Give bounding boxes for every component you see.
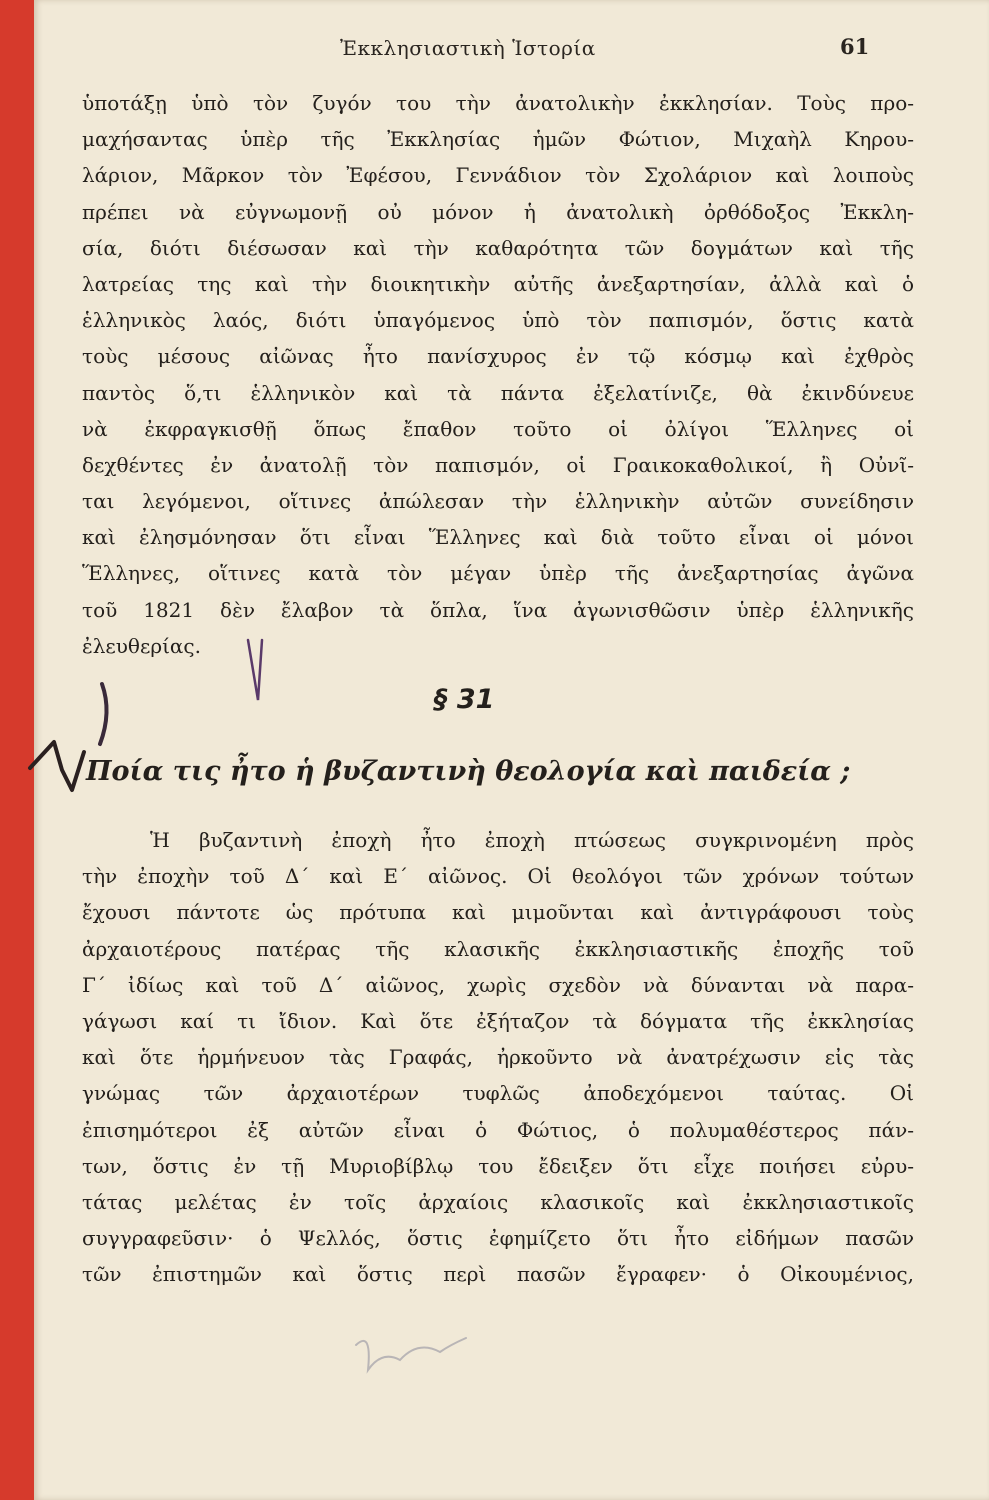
text-line: ὑποτάξῃ ὑπὸ τὸν ζυγόν του τὴν ἀνατολικὴν ἐκκλησίαν. Τοὺς προ- [82,91,914,115]
text-line: ἐπισημότεροι ἐξ αὐτῶν εἶναι ὁ Φώτιος, ὁ πολυμαθέστερος πάν- [82,1117,914,1142]
text-line: γάγωσι καί τι ἴδιον. Καὶ ὅτε ἐξήταζον τὰ δόγματα τῆς ἐκκλησίας [82,1008,914,1033]
text-line: γνώμας τῶν ἀρχαιοτέρων τυφλῶς ἀποδεχόμενοι ταύτας. Οἱ [82,1081,914,1106]
text-line: τάτας μελέτας ἐν τοῖς ἀρχαίοις κλασικοῖς καὶ ἐκκλησιαστικοῖς [82,1189,914,1214]
text-line: των, ὅστις ἐν τῇ Μυριοβίβλῳ του ἔδειξεν ὅτι εἶχε ποιήσει εὐρυ- [82,1153,914,1178]
page-header [34,36,989,66]
text-line: λάριον, Μᾶρκον τὸν Ἐφέσου, Γεννάδιον τὸν Σχολάριον καὶ λοιποὺς [82,163,914,188]
text-line: παντὸς ὅ,τι ἑλληνικὸν καὶ τὰ πάντα ἐξελατίνιζε, θὰ ἐκινδύνευε [82,380,914,405]
text-line: τοὺς μέσους αἰῶνας ἦτο πανίσχυρος ἐν τῷ κόσμῳ καὶ ἐχθρὸς [82,344,914,369]
text-line: ται λεγόμενοι, οἵτινες ἀπώλεσαν τὴν ἑλληνικὴν αὐτῶν συνείδησιν [82,489,914,514]
section-number: § 31 [434,684,495,715]
text-line: μαχήσαντας ὑπὲρ τῆς Ἐκκλησίας ἡμῶν Φώτιον, Μιχαὴλ Κηρου- [82,127,914,152]
text-line: τὴν ἐποχὴν τοῦ Δ΄ καὶ Ε΄ αἰῶνος. Οἱ θεολόγοι τῶν χρόνων τούτων [82,864,914,889]
text-line: πρέπει νὰ εὐγνωμονῇ οὐ μόνον ἡ ἀνατολικὴ ὀρθόδοξος Ἐκκλη- [82,199,914,224]
text-line: Ἡ βυζαντινὴ ἐποχὴ ἦτο ἐποχὴ πτώσεως συγκρινομένη πρὸς [150,828,914,852]
book-page [34,0,989,1500]
text-line: τοῦ 1821 δὲν ἔλαβον τὰ ὅπλα, ἵνα ἀγωνισθῶσιν ὑπὲρ ἑλληνικῆς [82,597,914,622]
text-line: ἑλληνικὸς λαός, διότι ὑπαγόμενος ὑπὸ τὸν παπισμόν, ὅστις κατὰ [82,308,914,333]
page-number: 61 [840,34,870,59]
text-line: νὰ ἐκφραγκισθῇ ὅπως ἔπαθον τοῦτο οἱ ὀλίγοι Ἕλληνες οἱ [82,416,914,441]
text-line: Γ΄ ἰδίως καὶ τοῦ Δ΄ αἰῶνος, χωρὶς σχεδὸν νὰ δύνανται νὰ παρα- [82,972,914,997]
text-line: σία, διότι διέσωσαν καὶ τὴν καθαρότητα τῶν δογμάτων καὶ τῆς [82,235,914,260]
text-line: τῶν ἐπιστημῶν καὶ ὅστις περὶ πασῶν ἔγραφεν· ὁ Οἰκουμένιος, [82,1262,914,1287]
text-line: ἐλευθερίας. [82,633,201,658]
text-line: καὶ ὅτε ἡρμήνευον τὰς Γραφάς, ἠρκοῦντο νὰ ἀνατρέχωσιν εἰς τὰς [82,1045,914,1070]
section-heading: Ποία τις ἦτο ἡ βυζαντινὴ θεολογία καὶ παιδεία ; [86,756,851,787]
text-line: ἀρχαιοτέρους πατέρας τῆς κλασικῆς ἐκκλησιαστικῆς ἐποχῆς τοῦ [82,936,914,961]
text-line: ἔχουσι πάντοτε ὡς πρότυπα καὶ μιμοῦνται καὶ ἀντιγράφουσι τοὺς [82,900,914,925]
text-line: καὶ ἐλησμόνησαν ὅτι εἶναι Ἕλληνες καὶ διὰ τοῦτο εἶναι οἱ μόνοι [82,525,914,550]
running-title: Ἐκκλησιαστικὴ Ἱστορία [340,36,596,60]
text-line: δεχθέντες ἐν ἀνατολῇ τὸν παπισμόν, οἱ Γραικοκαθολικοί, ἢ Οὐνῖ- [82,452,914,477]
text-line: Ἕλληνες, οἵτινες κατὰ τὸν μέγαν ὑπὲρ τῆς ἀνεξαρτησίας ἀγῶνα [82,561,914,586]
text-line: λατρείας της καὶ τὴν διοικητικὴν αὐτῆς ἀνεξαρτησίαν, ἀλλὰ καὶ ὁ [82,271,914,296]
text-line: συγγραφεῦσιν· ὁ Ψελλός, ὅστις ἐφημίζετο ὅτι ἦτο εἰδήμων πασῶν [82,1226,914,1251]
paragraph-1 [82,85,914,664]
paragraph-2 [82,822,914,1292]
